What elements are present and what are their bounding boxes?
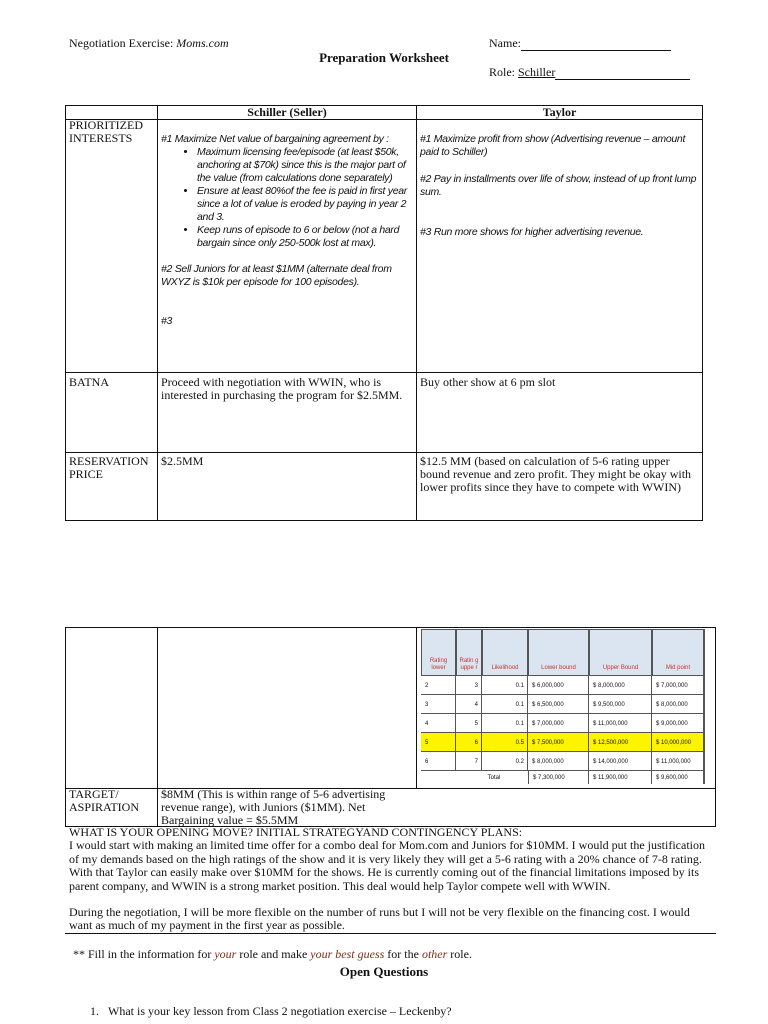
excel-cell: $ 11,000,000 <box>589 714 652 733</box>
row-label-interests: PRIORITIZED INTERESTS <box>69 118 143 145</box>
excel-cell: $ 8,000,000 <box>589 676 652 695</box>
excel-cell: $ 8,000,000 <box>528 752 589 771</box>
buyer-batna: Buy other show at 6 pm slot <box>420 375 556 389</box>
excel-cell: 3 <box>421 695 456 714</box>
seller-reservation: $2.5MM <box>161 454 204 468</box>
name-field <box>489 36 671 51</box>
excel-cell: 5 <box>421 733 456 752</box>
exercise-name: Moms.com <box>176 36 229 50</box>
excel-cell: $ 11,900,000 <box>589 771 652 784</box>
excel-cell: 0.1 <box>482 676 528 695</box>
worksheet-table <box>65 105 703 521</box>
role-value: Schiller <box>518 65 556 79</box>
note-text: ** Fill in the information for <box>73 947 215 961</box>
excel-cell: 5 <box>456 714 482 733</box>
excel-cell: 6 <box>456 733 482 752</box>
excel-header: Likelihood <box>482 629 528 676</box>
open-questions-title: Open Questions <box>339 964 429 979</box>
fill-in-note <box>73 947 472 962</box>
excel-cell: $ 11,000,000 <box>652 752 704 771</box>
target-value: $8MM (This is within range of 5-6 advertising revenue range), with Juniors ($1MM). Net Bargaining value = $5.5MM <box>161 787 386 827</box>
buyer-reservation: $12.5 MM (based on calculation of 5-6 rating upper bound revenue and zero profit. They might be okay with lower profits since they have to compete with WWIN) <box>420 454 692 494</box>
seller-bullet: • Keep runs of episode to 6 or below (not a hard bargain since only 250-500k lost at max). <box>197 224 413 250</box>
seller-interest-1: #1 Maximize Net value of bargaining agreement by : <box>161 133 389 145</box>
seller-bullet: • Ensure at least 80%of the fee is paid in first year since a lot of value is eroded by paying in year 2 and 3. <box>197 185 413 224</box>
excel-header: Upper Bound <box>589 629 652 676</box>
exercise-label: Negotiation Exercise: <box>69 36 174 50</box>
buyer-interests <box>420 133 700 239</box>
seller-interest-2: #2 Sell Juniors for at least $1MM (alternate deal from WXYZ is $10k per episode for 100 episodes). <box>161 263 392 288</box>
name-label: Name: <box>489 36 521 50</box>
excel-cell: 2 <box>421 676 456 695</box>
excel-cell: 0.1 <box>482 695 528 714</box>
excel-cell: $ 7,500,000 <box>528 733 589 752</box>
excel-cell: $ 9,600,000 <box>652 771 704 784</box>
excel-row <box>421 695 704 714</box>
excel-cell: $ 8,000,000 <box>652 695 704 714</box>
excel-header: Lower bound <box>528 629 589 676</box>
excel-header: Rating lower <box>421 629 456 676</box>
note-text: for the <box>384 947 422 961</box>
note-emph: your best guess <box>310 947 385 961</box>
note-emph: other <box>421 947 448 961</box>
col-header-seller: Schiller (Seller) <box>247 105 327 119</box>
question-text: What is your key lesson from Class 2 negotiation exercise – Leckenby? <box>108 1004 452 1018</box>
excel-cell: 0.5 <box>482 733 528 752</box>
question-number: 1. <box>90 1004 99 1018</box>
buyer-interest-1: #1 Maximize profit from show (Advertising revenue – amount paid to Schiller) <box>420 133 686 158</box>
note-emph: your <box>214 947 237 961</box>
excel-cell: $ 9,500,000 <box>589 695 652 714</box>
excel-cell: 4 <box>456 695 482 714</box>
revenue-spreadsheet <box>421 629 715 787</box>
excel-cell: $ 6,000,000 <box>528 676 589 695</box>
buyer-interest-3: #3 Run more shows for higher advertising revenue. <box>420 226 644 238</box>
role-field <box>489 65 690 80</box>
excel-cell: $ 7,300,000 <box>528 771 589 784</box>
excel-row <box>421 676 704 695</box>
excel-cell: 0.1 <box>482 714 528 733</box>
row-label-target: TARGET/ ASPIRATION <box>69 787 140 814</box>
row-label-batna: BATNA <box>69 375 110 389</box>
excel-cell: 4 <box>421 714 456 733</box>
role-label: Role: <box>489 65 515 79</box>
excel-row-highlighted <box>421 733 704 752</box>
question-1 <box>90 1004 452 1019</box>
excel-cell: $ 10,000,000 <box>652 733 704 752</box>
excel-cell: $ 6,500,000 <box>528 695 589 714</box>
excel-total-row <box>421 771 704 784</box>
excel-cell: 0.2 <box>482 752 528 771</box>
excel-cell: $ 12,500,000 <box>589 733 652 752</box>
excel-cell: Total <box>487 774 501 781</box>
excel-cell: $ 14,000,000 <box>589 752 652 771</box>
excel-cell: 7 <box>456 752 482 771</box>
divider <box>65 933 716 934</box>
opening-paragraph-1: I would start with making an limited time offer for a combo deal for Mom.com and Juniors for $10MM. I would put the justification of my demands based on the high ratings of the show and it is very likely they will get a 5-6 rating with a 20% chance of 7-8 rating. With that Taylor can easily make over $10MM for the shows. He is currently coming out of the financial limitations imposed by its parent company, and WWIN is a strong market position. This deal would help Taylor compete well with WWIN. <box>69 838 705 893</box>
exercise-header <box>69 36 229 51</box>
page-title: Preparation Worksheet <box>319 50 449 65</box>
excel-cell: 3 <box>456 676 482 695</box>
target-table <box>65 627 716 827</box>
excel-cell: $ 9,000,000 <box>652 714 704 733</box>
note-text: role. <box>447 947 472 961</box>
seller-interest-3: #3 <box>161 315 173 327</box>
excel-row <box>421 752 704 771</box>
excel-cell: 6 <box>421 752 456 771</box>
excel-header: Mid point <box>652 629 704 676</box>
seller-interest-bullets <box>161 146 413 250</box>
seller-interests <box>161 133 413 328</box>
seller-batna: Proceed with negotiation with WWIN, who is interested in purchasing the program for $2.5MM. <box>161 375 403 402</box>
opening-move-section <box>69 826 709 933</box>
excel-row <box>421 714 704 733</box>
buyer-interest-2: #2 Pay in installments over life of show, instead of up front lump sum. <box>420 173 697 198</box>
row-label-reservation: RESERVATION PRICE <box>69 454 149 481</box>
opening-paragraph-2: During the negotiation, I will be more flexible on the number of runs but I will not be very flexible on the financing cost. I would want as much of my payment in the first year as possible. <box>69 905 690 933</box>
excel-header: Ratin g uppe r <box>456 629 482 676</box>
excel-cell: $ 7,000,000 <box>652 676 704 695</box>
note-text: role and make <box>236 947 311 961</box>
col-header-buyer: Taylor <box>542 105 577 119</box>
seller-bullet: • Maximum licensing fee/episode (at least $50k, anchoring at $70k) since this is the major part of the value (from calculations done separately) <box>197 146 413 185</box>
opening-heading: WHAT IS YOUR OPENING MOVE? INITIAL STRATEGYAND CONTINGENCY PLANS: <box>69 825 523 839</box>
excel-cell: $ 7,000,000 <box>528 714 589 733</box>
